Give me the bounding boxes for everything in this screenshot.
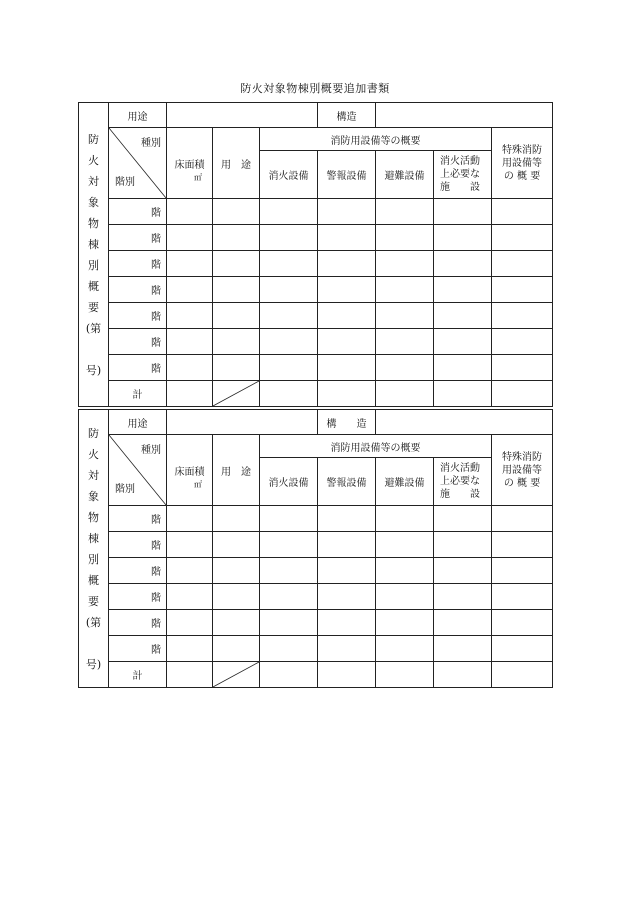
usage-input[interactable] — [167, 103, 318, 128]
floor-cell[interactable]: 階 — [109, 506, 167, 532]
floor-cell[interactable]: 階 — [109, 610, 167, 636]
structure-label: 構造 — [318, 103, 376, 128]
table-row — [79, 355, 553, 381]
floor-area-header: 床面積 ㎡ — [167, 435, 213, 506]
side-label: 防 火 対 象 物 棟 別 概 要 (第 号) — [79, 410, 109, 688]
floor-cell[interactable]: 階 — [109, 636, 167, 662]
kind-floor-header — [109, 128, 167, 199]
building-summary-table-2 — [78, 409, 553, 688]
use-header: 用 途 — [213, 435, 260, 506]
floor-cell[interactable]: 階 — [109, 584, 167, 610]
usage-input[interactable] — [167, 410, 318, 435]
structure-input[interactable] — [376, 103, 553, 128]
alarm-header: 警報設備 — [318, 151, 376, 199]
use-header: 用 途 — [213, 128, 260, 199]
fire-extinguishing-header: 消火設備 — [260, 458, 318, 506]
table-row — [79, 584, 553, 610]
floor-cell[interactable]: 階 — [109, 277, 167, 303]
table-row — [79, 329, 553, 355]
kind-label: 種別 — [141, 138, 161, 149]
building-summary-table-1 — [78, 102, 553, 407]
alarm-header: 警報設備 — [318, 458, 376, 506]
total-area-cell[interactable] — [167, 662, 213, 688]
usage-label: 用途 — [109, 410, 167, 435]
table-row — [79, 277, 553, 303]
floor-cell[interactable]: 階 — [109, 355, 167, 381]
special-equipment-header: 特殊消防 用設備等 の 概 要 — [492, 435, 553, 506]
floor-cell[interactable]: 階 — [109, 199, 167, 225]
table-row — [79, 558, 553, 584]
usage-label: 用途 — [109, 103, 167, 128]
floor-area-header: 床面積 ㎡ — [167, 128, 213, 199]
floor-cell[interactable]: 階 — [109, 532, 167, 558]
fire-extinguishing-header: 消火設備 — [260, 151, 318, 199]
floor-cell[interactable]: 階 — [109, 251, 167, 277]
floor-label: 階別 — [115, 484, 135, 495]
area-unit: ㎡ — [194, 173, 202, 182]
equipment-header: 消防用設備等の概要 — [260, 435, 492, 458]
total-row — [79, 381, 553, 407]
kind-label: 種別 — [141, 445, 161, 456]
table-row — [79, 303, 553, 329]
equipment-header: 消防用設備等の概要 — [260, 128, 492, 151]
total-area-cell[interactable] — [167, 381, 213, 407]
total-row — [79, 662, 553, 688]
floor-cell[interactable]: 階 — [109, 303, 167, 329]
structure-input[interactable] — [376, 410, 553, 435]
floor-label: 階別 — [115, 177, 135, 188]
table-row — [79, 610, 553, 636]
table-row — [79, 251, 553, 277]
evacuation-header: 避難設備 — [376, 151, 434, 199]
firefighting-facility-header: 消火活動 上必要な 施 設 — [434, 458, 492, 506]
table-row — [79, 225, 553, 251]
table-row — [79, 532, 553, 558]
firefighting-facility-header: 消火活動 上必要な 施 設 — [434, 151, 492, 199]
evacuation-header: 避難設備 — [376, 458, 434, 506]
table-row — [79, 199, 553, 225]
floor-cell[interactable]: 階 — [109, 329, 167, 355]
table-row — [79, 506, 553, 532]
special-equipment-header: 特殊消防 用設備等 の 概 要 — [492, 128, 553, 199]
floor-cell[interactable]: 階 — [109, 558, 167, 584]
total-label: 計 — [109, 662, 167, 688]
area-unit: ㎡ — [194, 480, 202, 489]
table-row — [79, 636, 553, 662]
page-title: 防火対象物棟別概要追加書類 — [240, 82, 390, 95]
total-use-slash-cell — [213, 662, 260, 688]
structure-label: 構 造 — [318, 410, 376, 435]
kind-floor-header — [109, 435, 167, 506]
side-label: 防 火 対 象 物 棟 別 概 要 (第 号) — [79, 103, 109, 407]
total-use-slash-cell — [213, 381, 260, 407]
total-label: 計 — [109, 381, 167, 407]
floor-cell[interactable]: 階 — [109, 225, 167, 251]
